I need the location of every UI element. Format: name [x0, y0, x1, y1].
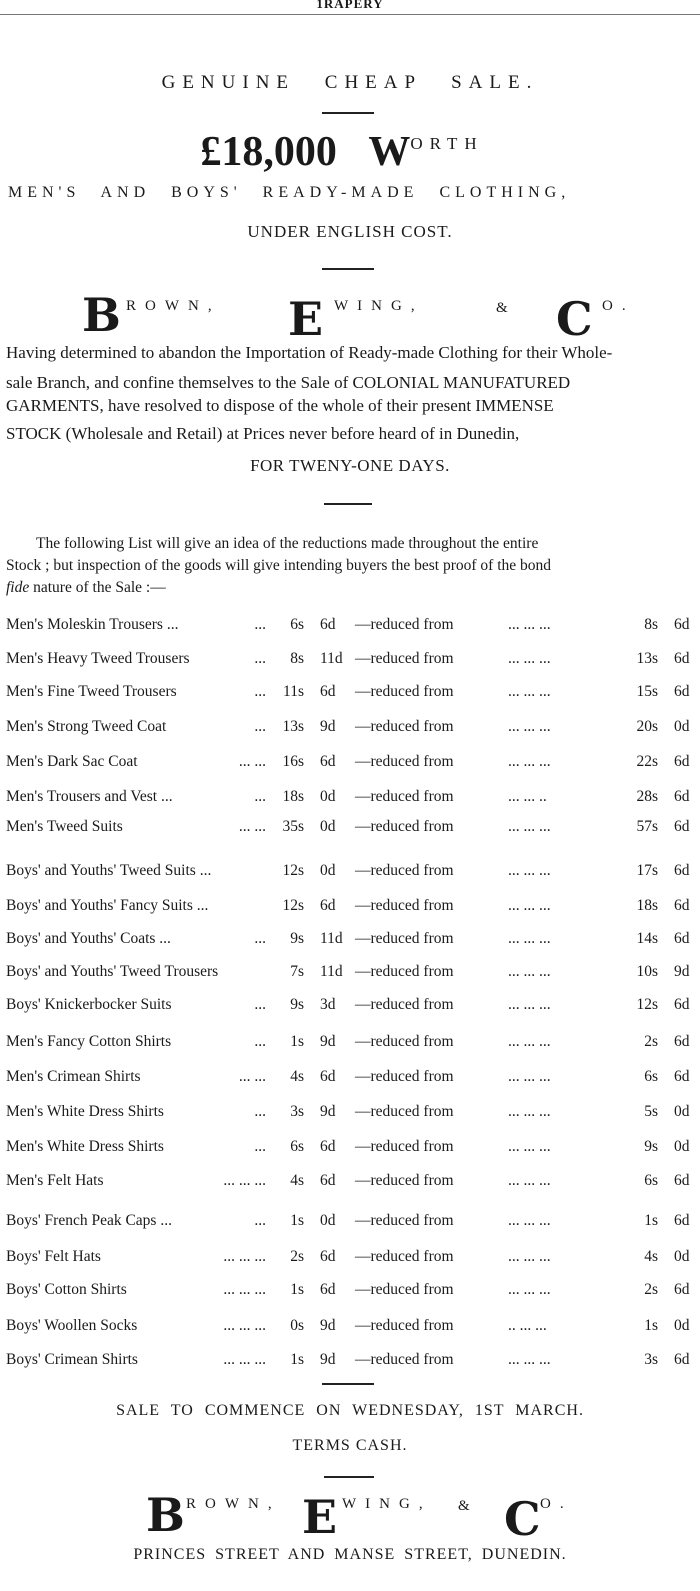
- price-shillings: 4s: [290, 1068, 304, 1085]
- price-item-name: Boys' and Youths' Coats ...: [6, 930, 171, 947]
- price-leader-dots: ...: [254, 616, 266, 633]
- price-pence: 6d: [320, 753, 336, 770]
- price-leader-dots: ... ... ...: [508, 1248, 551, 1265]
- reduced-from-label: —reduced from: [355, 996, 454, 1013]
- firm-rest-c: O.: [602, 298, 635, 314]
- original-shillings: 8s: [644, 616, 658, 633]
- intro-line: Stock ; but inspection of the goods will give intending buyers the best proof of the bond: [6, 557, 552, 574]
- original-pence: 6d: [674, 818, 690, 835]
- original-pence: 0d: [674, 1248, 690, 1265]
- price-leader-dots: ...: [254, 1103, 266, 1120]
- reduced-from-label: —reduced from: [355, 1212, 454, 1229]
- announcement-line: sale Branch, and confine themselves to the Sale of COLONIAL MANUFATURED: [6, 373, 571, 392]
- original-shillings: 22s: [636, 753, 658, 770]
- price-shillings: 35s: [282, 818, 304, 835]
- price-shillings: 7s: [290, 963, 304, 980]
- firm-rest-c: O.: [540, 1496, 573, 1512]
- reduced-from-label: —reduced from: [355, 1172, 454, 1189]
- announcement-line: Having determined to abandon the Importation of Ready-made Clothing for their Whole-: [6, 343, 613, 362]
- amount: £18,000: [200, 129, 337, 175]
- price-pence: 6d: [320, 1068, 336, 1085]
- price-item-name: Boys' Crimean Shirts: [6, 1351, 138, 1368]
- price-item-name: Men's Tweed Suits: [6, 818, 123, 835]
- price-pence: 0d: [320, 818, 336, 835]
- price-shillings: 1s: [290, 1281, 304, 1298]
- intro-italic: fide: [6, 579, 30, 596]
- price-leader-dots: ... ... ...: [508, 996, 551, 1013]
- divider: [324, 503, 372, 505]
- price-leader-dots: ... ... ...: [508, 616, 551, 633]
- original-shillings: 57s: [636, 818, 658, 835]
- price-leader-dots: ... ... ...: [223, 1172, 266, 1189]
- price-pence: 6d: [320, 897, 336, 914]
- price-item-name: Boys' and Youths' Tweed Suits ...: [6, 862, 212, 879]
- original-pence: 6d: [674, 862, 690, 879]
- price-shillings: 11s: [283, 683, 304, 700]
- original-pence: 6d: [674, 616, 690, 633]
- price-shillings: 0s: [290, 1317, 304, 1334]
- price-shillings: 9s: [290, 930, 304, 947]
- price-pence: 11d: [320, 930, 343, 947]
- price-pence: 9d: [320, 718, 336, 735]
- price-leader-dots: ... ...: [238, 818, 266, 835]
- original-pence: 6d: [674, 753, 690, 770]
- divider: [322, 1383, 374, 1385]
- price-shillings: 18s: [282, 788, 304, 805]
- sale-commence: SALE TO COMMENCE ON WEDNESDAY, 1ST MARCH.: [116, 1402, 584, 1419]
- reduced-from-label: —reduced from: [355, 862, 454, 879]
- original-shillings: 20s: [636, 718, 658, 735]
- price-leader-dots: ...: [254, 930, 266, 947]
- original-shillings: 3s: [644, 1351, 658, 1368]
- reduced-from-label: —reduced from: [355, 1351, 454, 1368]
- original-pence: 9d: [674, 963, 690, 980]
- price-pence: 9d: [320, 1351, 336, 1368]
- original-pence: 6d: [674, 1068, 690, 1085]
- price-pence: 9d: [320, 1033, 336, 1050]
- price-item-name: Men's Crimean Shirts: [6, 1068, 141, 1085]
- price-leader-dots: ... ...: [238, 753, 266, 770]
- price-leader-dots: ...: [254, 1212, 266, 1229]
- price-shillings: 4s: [290, 1172, 304, 1189]
- original-shillings: 14s: [636, 930, 658, 947]
- price-pence: 0d: [320, 788, 336, 805]
- price-item-name: Boys' French Peak Caps ...: [6, 1212, 172, 1229]
- price-shillings: 12s: [282, 862, 304, 879]
- price-pence: 0d: [320, 1212, 336, 1229]
- price-item-name: Men's Heavy Tweed Trousers: [6, 650, 190, 667]
- divider: [322, 112, 374, 114]
- original-shillings: 2s: [644, 1281, 658, 1298]
- worth-initial: W: [368, 129, 411, 175]
- reduced-from-label: —reduced from: [355, 1033, 454, 1050]
- announcement-line: STOCK (Wholesale and Retail) at Prices never before heard of in Dunedin,: [6, 424, 520, 443]
- price-leader-dots: ...: [254, 718, 266, 735]
- original-pence: 6d: [674, 683, 690, 700]
- price-item-name: Men's Fine Tweed Trousers: [6, 683, 177, 700]
- price-leader-dots: ... ... ...: [508, 818, 551, 835]
- original-pence: 6d: [674, 1351, 690, 1368]
- price-shillings: 12s: [282, 897, 304, 914]
- price-item-name: Men's White Dress Shirts: [6, 1103, 164, 1120]
- price-pence: 6d: [320, 1172, 336, 1189]
- header-rule: [0, 14, 700, 15]
- price-leader-dots: ... ... ...: [508, 1033, 551, 1050]
- reduced-from-label: —reduced from: [355, 1138, 454, 1155]
- price-leader-dots: ... ... ...: [508, 897, 551, 914]
- reduced-from-label: —reduced from: [355, 818, 454, 835]
- price-shillings: 13s: [282, 718, 304, 735]
- firm-initial-e: E: [302, 1490, 338, 1544]
- price-leader-dots: ... ... ...: [508, 930, 551, 947]
- price-leader-dots: ... ... ...: [508, 963, 551, 980]
- original-shillings: 13s: [636, 650, 658, 667]
- original-shillings: 5s: [644, 1103, 658, 1120]
- reduced-from-label: —reduced from: [355, 1317, 454, 1334]
- price-leader-dots: .. ... ...: [508, 1317, 547, 1334]
- original-shillings: 6s: [644, 1172, 658, 1189]
- price-item-name: Men's White Dress Shirts: [6, 1138, 164, 1155]
- clothing-heading: MEN'S AND BOYS' READY-MADE CLOTHING,: [8, 184, 571, 201]
- firm-initial-c: C: [556, 292, 593, 346]
- divider: [322, 268, 374, 270]
- firm-ampersand: &: [496, 300, 517, 316]
- price-item-name: Boys' and Youths' Tweed Trousers: [6, 963, 219, 980]
- original-pence: 0d: [674, 718, 690, 735]
- firm-ampersand: &: [458, 1498, 479, 1514]
- price-leader-dots: ... ...: [238, 1068, 266, 1085]
- price-leader-dots: ...: [254, 1138, 266, 1155]
- terms: TERMS CASH.: [292, 1437, 408, 1454]
- original-pence: 0d: [674, 1138, 690, 1155]
- reduced-from-label: —reduced from: [355, 930, 454, 947]
- price-item-name: Men's Moleskin Trousers ...: [6, 616, 179, 633]
- firm-initial-b: B: [146, 1488, 185, 1542]
- firm-rest-b: ROWN,: [126, 298, 221, 314]
- reduced-from-label: —reduced from: [355, 616, 454, 633]
- price-pence: 6d: [320, 1248, 336, 1265]
- original-shillings: 10s: [636, 963, 658, 980]
- reduced-from-label: —reduced from: [355, 963, 454, 980]
- original-pence: 6d: [674, 650, 690, 667]
- firm-name-footer: [0, 1488, 700, 1546]
- firm-initial-e: E: [288, 292, 324, 346]
- firm-rest-e: WING,: [334, 298, 424, 314]
- price-leader-dots: ... ... ...: [223, 1317, 266, 1334]
- original-pence: 6d: [674, 1281, 690, 1298]
- price-item-name: Men's Strong Tweed Coat: [6, 718, 167, 735]
- price-pence: 6d: [320, 683, 336, 700]
- price-pence: 9d: [320, 1103, 336, 1120]
- under-cost: UNDER ENGLISH COST.: [247, 222, 453, 241]
- price-leader-dots: ...: [254, 1033, 266, 1050]
- price-pence: 11d: [320, 963, 343, 980]
- original-shillings: 15s: [636, 683, 658, 700]
- price-leader-dots: ...: [254, 650, 266, 667]
- firm-initial-b: B: [82, 288, 121, 342]
- price-shillings: 1s: [290, 1212, 304, 1229]
- price-leader-dots: ... ... ...: [508, 1103, 551, 1120]
- price-leader-dots: ... ... ..: [508, 788, 547, 805]
- original-shillings: 1s: [644, 1212, 658, 1229]
- price-leader-dots: ... ... ...: [508, 650, 551, 667]
- section-header: 1RAPERY: [316, 0, 384, 11]
- worth-heading: [0, 128, 692, 176]
- price-leader-dots: ... ... ...: [508, 1068, 551, 1085]
- price-leader-dots: ... ... ...: [508, 1172, 551, 1189]
- price-pence: 6d: [320, 1281, 336, 1298]
- sale-duration: FOR TWENY-ONE DAYS.: [250, 456, 450, 475]
- price-item-name: Boys' and Youths' Fancy Suits ...: [6, 897, 209, 914]
- price-leader-dots: ... ... ...: [508, 1138, 551, 1155]
- original-shillings: 1s: [644, 1317, 658, 1334]
- price-leader-dots: ... ... ...: [508, 1351, 551, 1368]
- price-leader-dots: ...: [254, 788, 266, 805]
- firm-rest-e: WING,: [342, 1496, 432, 1512]
- reduced-from-label: —reduced from: [355, 788, 454, 805]
- intro-line: [6, 579, 166, 597]
- price-pence: 9d: [320, 1317, 336, 1334]
- original-shillings: 2s: [644, 1033, 658, 1050]
- price-leader-dots: ... ... ...: [508, 718, 551, 735]
- price-item-name: Men's Dark Sac Coat: [6, 753, 138, 770]
- price-shillings: 3s: [290, 1103, 304, 1120]
- price-leader-dots: ... ... ...: [508, 862, 551, 879]
- announcement-line: GARMENTS, have resolved to dispose of the whole of their present IMMENSE: [6, 396, 554, 415]
- price-leader-dots: ...: [254, 683, 266, 700]
- price-leader-dots: ...: [254, 996, 266, 1013]
- firm-name: [0, 288, 700, 346]
- intro-rest: nature of the Sale :—: [29, 579, 166, 596]
- price-item-name: Men's Trousers and Vest ...: [6, 788, 173, 805]
- original-shillings: 6s: [644, 1068, 658, 1085]
- original-pence: 6d: [674, 788, 690, 805]
- price-shillings: 6s: [290, 616, 304, 633]
- price-shillings: 9s: [290, 996, 304, 1013]
- price-item-name: Men's Fancy Cotton Shirts: [6, 1033, 172, 1050]
- price-leader-dots: ... ... ...: [223, 1351, 266, 1368]
- reduced-from-label: —reduced from: [355, 718, 454, 735]
- price-leader-dots: ... ... ...: [223, 1248, 266, 1265]
- divider: [324, 1476, 374, 1478]
- price-leader-dots: ... ... ...: [223, 1281, 266, 1298]
- price-shillings: 1s: [290, 1351, 304, 1368]
- price-pence: 11d: [320, 650, 343, 667]
- original-shillings: 17s: [636, 862, 658, 879]
- original-pence: 6d: [674, 1033, 690, 1050]
- reduced-from-label: —reduced from: [355, 1068, 454, 1085]
- price-shillings: 16s: [282, 753, 304, 770]
- original-pence: 6d: [674, 930, 690, 947]
- original-shillings: 9s: [644, 1138, 658, 1155]
- price-shillings: 6s: [290, 1138, 304, 1155]
- price-shillings: 8s: [290, 650, 304, 667]
- reduced-from-label: —reduced from: [355, 683, 454, 700]
- intro-line: The following List will give an idea of the reductions made throughout the entire: [36, 535, 539, 552]
- original-shillings: 18s: [636, 897, 658, 914]
- reduced-from-label: —reduced from: [355, 1281, 454, 1298]
- original-pence: 0d: [674, 1103, 690, 1120]
- original-shillings: 28s: [636, 788, 658, 805]
- original-pence: 0d: [674, 1317, 690, 1334]
- sale-heading: GENUINE CHEAP SALE.: [161, 72, 539, 93]
- price-item-name: Boys' Woollen Socks: [6, 1317, 138, 1334]
- original-pence: 6d: [674, 1172, 690, 1189]
- price-shillings: 2s: [290, 1248, 304, 1265]
- reduced-from-label: —reduced from: [355, 650, 454, 667]
- original-pence: 6d: [674, 996, 690, 1013]
- price-item-name: Boys' Cotton Shirts: [6, 1281, 127, 1298]
- original-pence: 6d: [674, 897, 690, 914]
- original-pence: 6d: [674, 1212, 690, 1229]
- reduced-from-label: —reduced from: [355, 1103, 454, 1120]
- firm-initial-c: C: [504, 1492, 541, 1546]
- firm-rest-b: ROWN,: [186, 1496, 281, 1512]
- price-pence: 0d: [320, 862, 336, 879]
- worth-rest: ORTH: [410, 134, 484, 153]
- price-item-name: Boys' Felt Hats: [6, 1248, 101, 1265]
- price-pence: 3d: [320, 996, 336, 1013]
- price-item-name: Boys' Knickerbocker Suits: [6, 996, 172, 1013]
- address: PRINCES STREET AND MANSE STREET, DUNEDIN.: [133, 1546, 567, 1563]
- price-pence: 6d: [320, 1138, 336, 1155]
- price-leader-dots: ... ... ...: [508, 1281, 551, 1298]
- price-shillings: 1s: [290, 1033, 304, 1050]
- price-pence: 6d: [320, 616, 336, 633]
- price-item-name: Men's Felt Hats: [6, 1172, 104, 1189]
- price-leader-dots: ... ... ...: [508, 753, 551, 770]
- reduced-from-label: —reduced from: [355, 897, 454, 914]
- price-leader-dots: ... ... ...: [508, 683, 551, 700]
- reduced-from-label: —reduced from: [355, 753, 454, 770]
- original-shillings: 4s: [644, 1248, 658, 1265]
- reduced-from-label: —reduced from: [355, 1248, 454, 1265]
- original-shillings: 12s: [636, 996, 658, 1013]
- price-leader-dots: ... ... ...: [508, 1212, 551, 1229]
